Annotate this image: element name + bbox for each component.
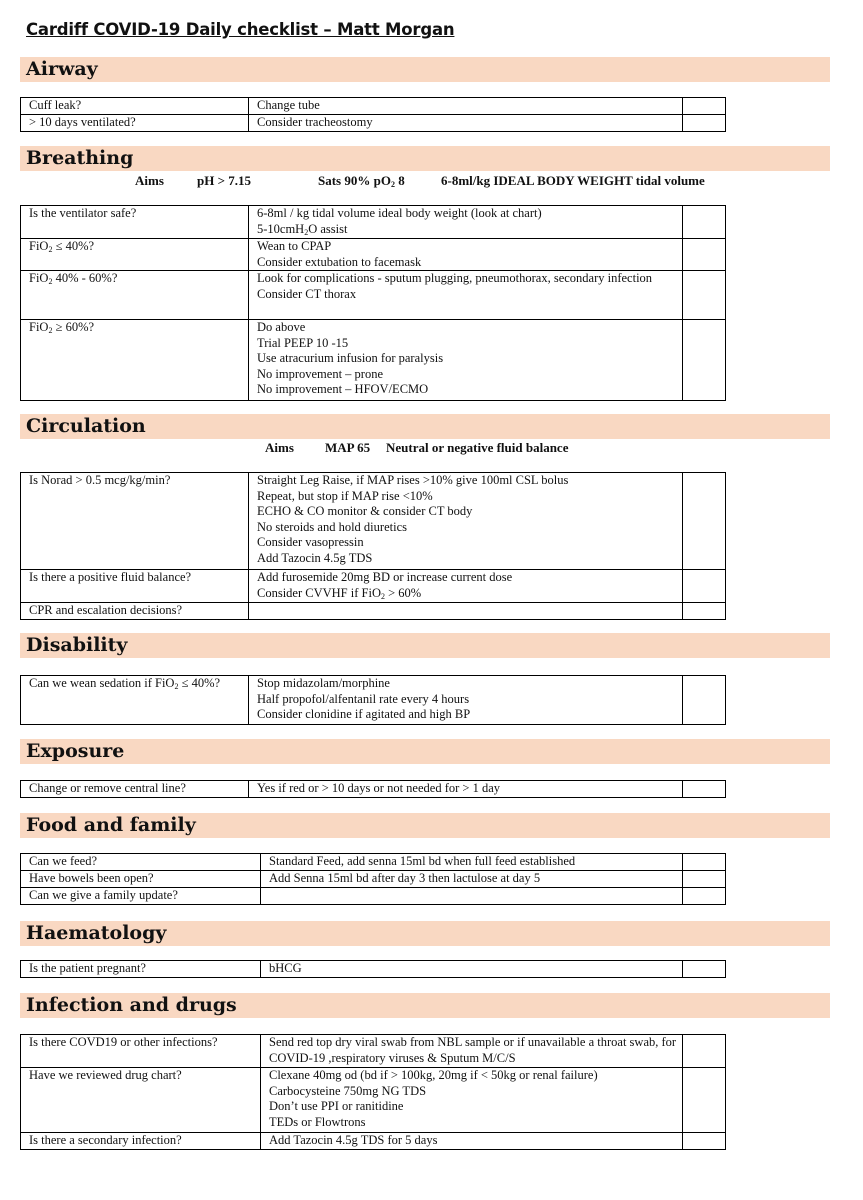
section-haematology-heading: Haematology bbox=[20, 921, 830, 946]
table-row bbox=[21, 320, 726, 401]
circulation-aims-map: MAP 65 bbox=[325, 440, 371, 455]
table-row bbox=[21, 781, 726, 798]
checkbox-cell[interactable] bbox=[683, 206, 726, 239]
action-cell: Add Tazocin 4.5g TDS for 5 days bbox=[261, 1133, 683, 1150]
breathing-aims-tidal: 6-8ml/kg IDEAL BODY WEIGHT tidal volume bbox=[441, 173, 705, 188]
section-infection-drugs-heading: Infection and drugs bbox=[20, 993, 830, 1018]
section-airway-heading: Airway bbox=[20, 57, 830, 82]
action-cell: Straight Leg Raise, if MAP rises >10% give 100ml CSL bolus Repeat, but stop if MAP rise <10% ECHO & CO monitor & consider CT body No steroids and hold diuretics Consider vasopressin Add Tazocin 4.5g TDS bbox=[249, 473, 683, 570]
food-family-table bbox=[20, 853, 726, 905]
checkbox-cell[interactable] bbox=[683, 961, 726, 978]
checkbox-cell[interactable] bbox=[683, 239, 726, 271]
question-cell: CPR and escalation decisions? bbox=[21, 603, 249, 620]
circulation-table bbox=[20, 472, 726, 620]
action-cell: Stop midazolam/morphine Half propofol/alfentanil rate every 4 hours Consider clonidine if agitated and high BP bbox=[249, 676, 683, 725]
question-cell: Is there COVD19 or other infections? bbox=[21, 1035, 261, 1068]
circulation-aims-fluid: Neutral or negative fluid balance bbox=[386, 440, 569, 455]
infection-drugs-table bbox=[20, 1034, 726, 1150]
question-cell: > 10 days ventilated? bbox=[21, 115, 249, 132]
action-cell: Standard Feed, add senna 15ml bd when full feed established bbox=[261, 854, 683, 871]
action-cell: Add furosemide 20mg BD or increase current dose Consider CVVHF if FiO$_2$ > 60% bbox=[249, 570, 683, 603]
action-cell: Yes if red or > 10 days or not needed for > 1 day bbox=[249, 781, 683, 798]
question-cell: Can we give a family update? bbox=[21, 888, 261, 905]
action-cell: Change tube bbox=[249, 98, 683, 115]
action-cell: 6-8ml / kg tidal volume ideal body weight (look at chart) 5-10cmH$_2$O assist bbox=[249, 206, 683, 239]
question-cell: Have bowels been open? bbox=[21, 871, 261, 888]
checkbox-cell[interactable] bbox=[683, 854, 726, 871]
table-row bbox=[21, 239, 726, 271]
table-row bbox=[21, 1133, 726, 1150]
section-circulation-heading: Circulation bbox=[20, 414, 830, 439]
action-cell: Clexane 40mg od (bd if > 100kg, 20mg if < 50kg or renal failure) Carbocysteine 750mg NG TDS Don’t use PPI or ranitidine TEDs or Flowtrons bbox=[261, 1068, 683, 1133]
circulation-aims-label: Aims bbox=[265, 440, 294, 455]
checkbox-cell[interactable] bbox=[683, 1068, 726, 1133]
checkbox-cell[interactable] bbox=[683, 871, 726, 888]
table-row bbox=[21, 1035, 726, 1068]
checkbox-cell[interactable] bbox=[683, 320, 726, 401]
action-cell: Send red top dry viral swab from NBL sample or if unavailable a throat swab, for COVID-19 ,respiratory viruses & Sputum M/C/S bbox=[261, 1035, 683, 1068]
table-row bbox=[21, 98, 726, 115]
question-cell: Cuff leak? bbox=[21, 98, 249, 115]
action-cell bbox=[261, 888, 683, 905]
breathing-aims-ph: pH > 7.15 bbox=[197, 173, 251, 188]
action-cell: Add Senna 15ml bd after day 3 then lactulose at day 5 bbox=[261, 871, 683, 888]
table-row bbox=[21, 871, 726, 888]
table-row bbox=[21, 206, 726, 239]
airway-table bbox=[20, 97, 726, 132]
question-cell: FiO$_2$ ≥ 60%? bbox=[21, 320, 249, 401]
table-row bbox=[21, 961, 726, 978]
question-cell: Can we wean sedation if FiO$_2$ ≤ 40%? bbox=[21, 676, 249, 725]
action-cell: Look for complications - sputum plugging, pneumothorax, secondary infection Consider CT thorax bbox=[249, 271, 683, 320]
table-row bbox=[21, 1068, 726, 1133]
checkbox-cell[interactable] bbox=[683, 1035, 726, 1068]
checkbox-cell[interactable] bbox=[683, 271, 726, 320]
section-food-family-heading: Food and family bbox=[20, 813, 830, 838]
question-cell: FiO$_2$ 40% - 60%? bbox=[21, 271, 249, 320]
page-title: Cardiff COVID-19 Daily checklist – Matt Morgan bbox=[26, 20, 455, 39]
question-cell: Is there a positive fluid balance? bbox=[21, 570, 249, 603]
table-row bbox=[21, 570, 726, 603]
question-cell: Have we reviewed drug chart? bbox=[21, 1068, 261, 1133]
action-cell bbox=[249, 603, 683, 620]
table-row bbox=[21, 888, 726, 905]
action-cell: bHCG bbox=[261, 961, 683, 978]
question-cell: Is the patient pregnant? bbox=[21, 961, 261, 978]
checkbox-cell[interactable] bbox=[683, 115, 726, 132]
checkbox-cell[interactable] bbox=[683, 570, 726, 603]
question-cell: Is the ventilator safe? bbox=[21, 206, 249, 239]
breathing-aims-label: Aims bbox=[135, 173, 164, 188]
checkbox-cell[interactable] bbox=[683, 1133, 726, 1150]
table-row bbox=[21, 271, 726, 320]
question-cell: Can we feed? bbox=[21, 854, 261, 871]
checkbox-cell[interactable] bbox=[683, 781, 726, 798]
section-breathing-heading: Breathing bbox=[20, 146, 830, 171]
breathing-table bbox=[20, 205, 726, 401]
section-disability-heading: Disability bbox=[20, 633, 830, 658]
question-cell: Is Norad > 0.5 mcg/kg/min? bbox=[21, 473, 249, 570]
disability-table bbox=[20, 675, 726, 725]
haematology-table bbox=[20, 960, 726, 978]
checkbox-cell[interactable] bbox=[683, 888, 726, 905]
table-row bbox=[21, 115, 726, 132]
checkbox-cell[interactable] bbox=[683, 473, 726, 570]
action-cell: Consider tracheostomy bbox=[249, 115, 683, 132]
question-cell: Is there a secondary infection? bbox=[21, 1133, 261, 1150]
question-cell: FiO$_2$ ≤ 40%? bbox=[21, 239, 249, 271]
checkbox-cell[interactable] bbox=[683, 603, 726, 620]
table-row bbox=[21, 676, 726, 725]
section-exposure-heading: Exposure bbox=[20, 739, 830, 764]
breathing-aims-sats: Sats 90% $pO_2$ 8 bbox=[318, 173, 405, 189]
action-cell: Do above Trial PEEP 10 -15 Use atracurium infusion for paralysis No improvement – prone No improvement – HFOV/ECMO bbox=[249, 320, 683, 401]
table-row bbox=[21, 854, 726, 871]
exposure-table bbox=[20, 780, 726, 798]
checkbox-cell[interactable] bbox=[683, 676, 726, 725]
checkbox-cell[interactable] bbox=[683, 98, 726, 115]
action-cell: Wean to CPAP Consider extubation to facemask bbox=[249, 239, 683, 271]
table-row bbox=[21, 473, 726, 570]
question-cell: Change or remove central line? bbox=[21, 781, 249, 798]
table-row bbox=[21, 603, 726, 620]
